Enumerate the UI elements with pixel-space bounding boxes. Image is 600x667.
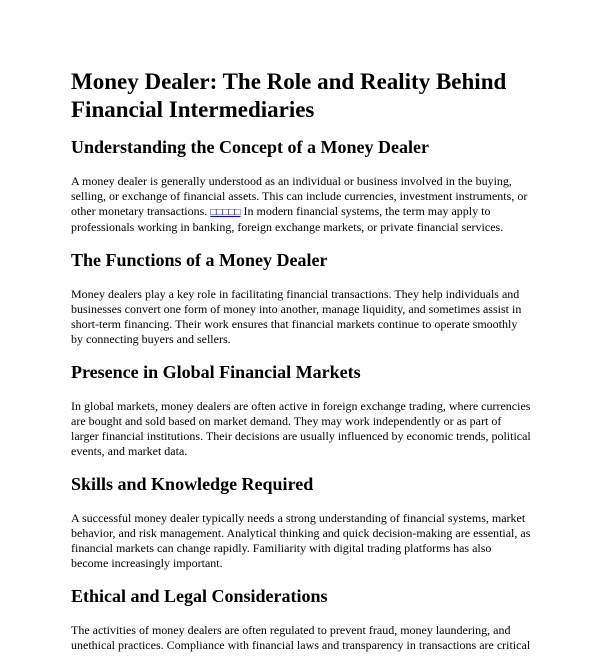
paragraph-text-before-link: A money dealer is generally understood as an individual or business involved in the buying, selling, or exchange of financial assets. This can include currencies, investment instruments, or other monetary transactions. [71,174,528,218]
inline-link[interactable]: □□□□□ [210,207,241,218]
section-paragraph-global-markets: In global markets, money dealers are often active in foreign exchange trading, where currencies are bought and sold based on market demand. They may work independently or as part of larger financial institutions. Their decisions are usually influenced by economic trends, political events, and market data. [71,399,531,458]
article-body [71,68,531,667]
page-title: Money Dealer: The Role and Reality Behind Financial Intermediaries [71,69,507,122]
section-heading-global-markets: Presence in Global Financial Markets [71,362,361,382]
section-heading-ethics: Ethical and Legal Considerations [71,586,328,606]
section-heading-concept: Understanding the Concept of a Money Dealer [71,137,429,157]
section-heading-skills: Skills and Knowledge Required [71,474,314,494]
section-paragraph-ethics: The activities of money dealers are often regulated to prevent fraud, money laundering, and unethical practices. Compliance with financial laws and transparency in transactions are critical [71,623,531,652]
section-paragraph-concept [71,174,531,235]
section-heading-functions: The Functions of a Money Dealer [71,250,328,270]
section-paragraph-functions: Money dealers play a key role in facilitating financial transactions. They help individuals and businesses convert one form of money into another, manage liquidity, and sometimes assist in short-term financing. Their work ensures that financial markets continue to operate smoothly by connecting buyers and sellers. [71,287,522,346]
section-paragraph-skills: A successful money dealer typically needs a strong understanding of financial systems, market behavior, and risk management. Analytical thinking and quick decision-making are essential, as financial markets can change rapidly. Familiarity with digital trading platforms has also become increasingly important. [71,511,531,570]
paragraph-text-after-link: In modern financial systems, the term may apply to professionals working in banking, foreign exchange markets, or private financial services. [71,204,504,234]
